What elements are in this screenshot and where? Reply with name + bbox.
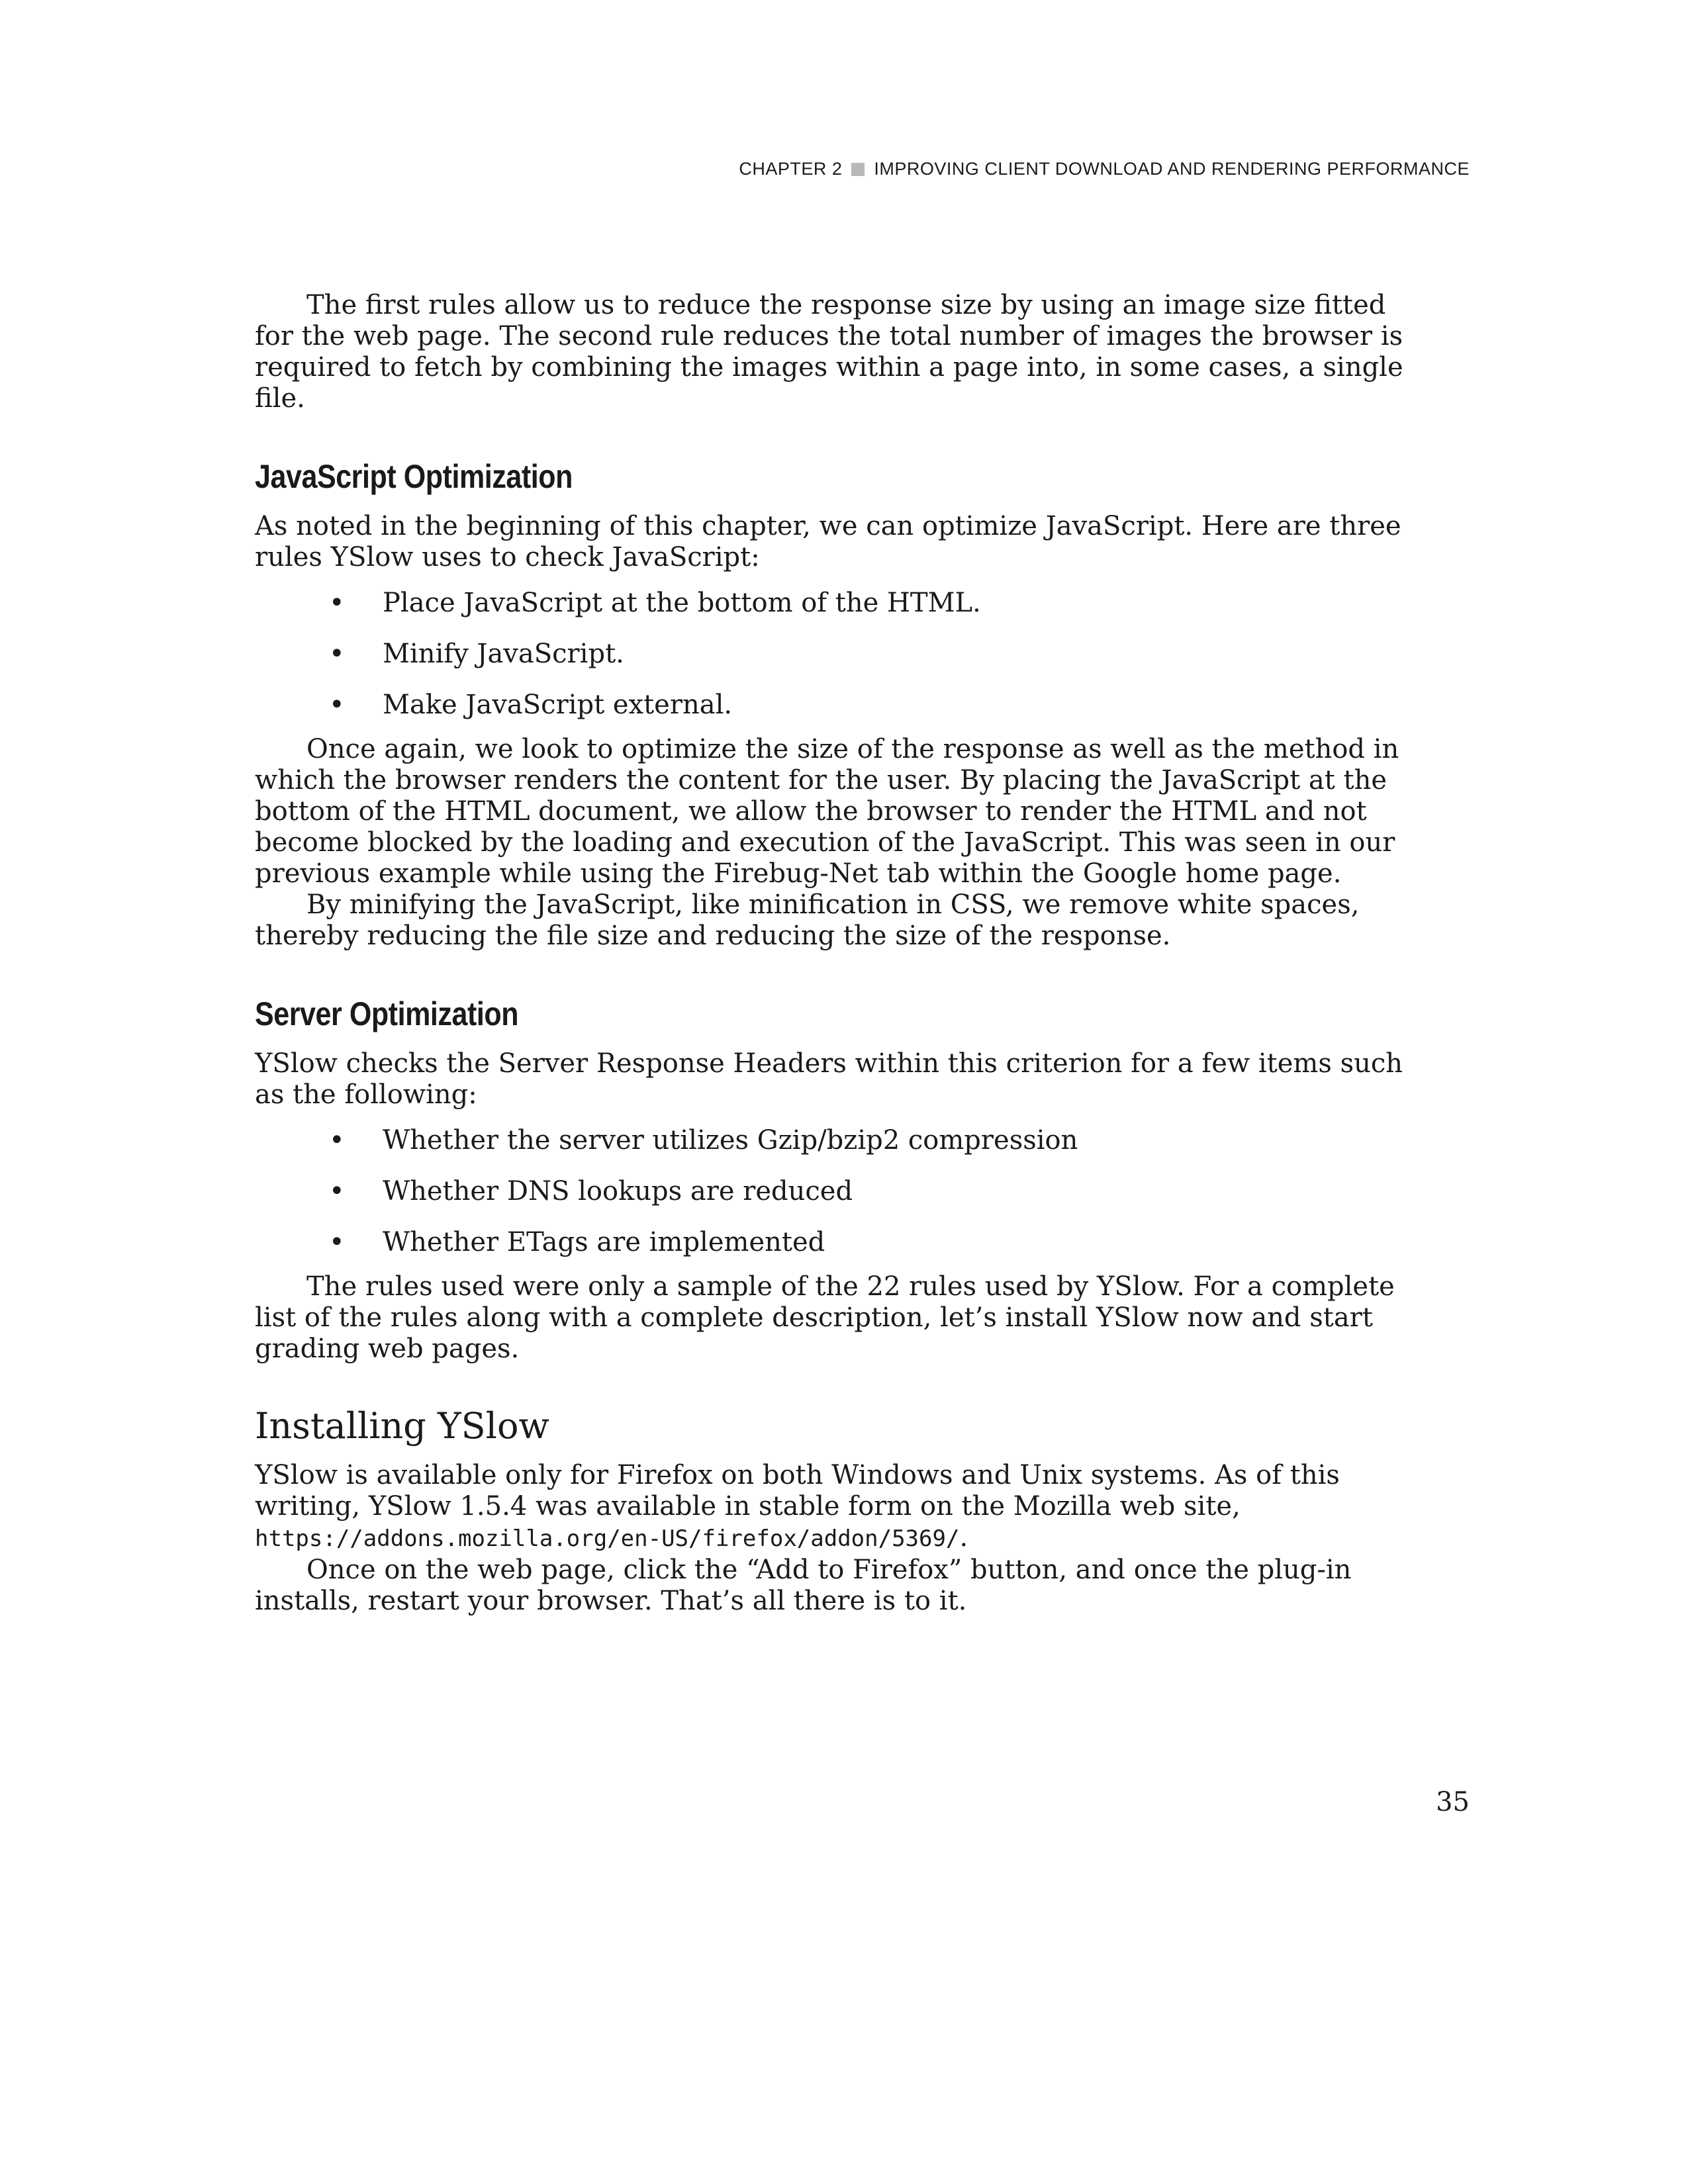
chapter-label: CHAPTER 2	[739, 159, 843, 179]
bullet-glyph: •	[329, 1125, 345, 1156]
chapter-title: IMPROVING CLIENT DOWNLOAD AND RENDERING PERFORMANCE	[874, 159, 1470, 179]
list-item-text: Place JavaScript at the bottom of the HTML.	[383, 588, 981, 618]
header-separator-square	[851, 163, 865, 176]
install-lead-text: YSlow is available only for Firefox on both Windows and Unix systems. As of this writing, YSlow 1.5.4 was available in stable form on the Mozilla web site,	[255, 1460, 1340, 1522]
url-trailing-period: .	[959, 1522, 968, 1553]
list-item-text: Minify JavaScript.	[383, 639, 624, 669]
install-paragraph-2: Once on the web page, click the “Add to Firefox” button, and once the plug-in installs, restart your browser. That’s all there is to it.	[255, 1555, 1352, 1616]
bullet-glyph: •	[329, 588, 345, 618]
javascript-rules-list	[255, 588, 1427, 721]
list-item	[255, 1227, 1427, 1258]
page-number: 35	[1436, 1787, 1470, 1817]
javascript-paragraph-2: By minifying the JavaScript, like minification in CSS, we remove white spaces, thereby reducing the file size and reducing the size of the response.	[255, 889, 1360, 951]
list-item	[255, 588, 1427, 619]
list-item	[255, 639, 1427, 670]
installing-yslow-heading: Installing YSlow	[255, 1405, 549, 1447]
list-item-text: Whether DNS lookups are reduced	[383, 1176, 853, 1206]
install-lead-paragraph	[255, 1460, 1427, 1555]
server-paragraph-1: The rules used were only a sample of the 22 rules used by YSlow. For a complete list of the rules along with a complete description, let’s install YSlow now and start grading web pages.	[255, 1271, 1395, 1364]
server-rules-list	[255, 1125, 1427, 1258]
running-header	[739, 159, 1470, 179]
server-optimization-heading: Server Optimization	[255, 995, 519, 1032]
page-body	[255, 290, 1427, 1617]
list-item	[255, 1125, 1427, 1156]
list-item-text: Make JavaScript external.	[383, 690, 733, 720]
bullet-glyph: •	[329, 1176, 345, 1206]
bullet-glyph: •	[329, 1227, 345, 1257]
javascript-lead-paragraph: As noted in the beginning of this chapter, we can optimize JavaScript. Here are three rules YSlow uses to check JavaScript:	[255, 511, 1401, 572]
list-item-text: Whether ETags are implemented	[383, 1227, 825, 1257]
bullet-glyph: •	[329, 639, 345, 669]
bullet-glyph: •	[329, 690, 345, 720]
javascript-optimization-heading: JavaScript Optimization	[255, 458, 573, 495]
intro-paragraph: The first rules allow us to reduce the response size by using an image size fitted for the web page. The second rule reduces the total number of images the browser is required to fetch by combining the images within a page into, in some cases, a single file.	[255, 290, 1403, 414]
list-item-text: Whether the server utilizes Gzip/bzip2 compression	[383, 1125, 1078, 1156]
server-lead-paragraph: YSlow checks the Server Response Headers within this criterion for a few items such as the following:	[255, 1048, 1403, 1110]
list-item	[255, 1176, 1427, 1207]
list-item	[255, 690, 1427, 721]
yslow-addon-url[interactable]: https://addons.mozilla.org/en-US/firefox/addon/5369/	[255, 1525, 960, 1552]
javascript-paragraph-1: Once again, we look to optimize the size of the response as well as the method in which the browser renders the content for the user. By placing the JavaScript at the bottom of the HTML document, we allow the browser to render the HTML and not become blocked by the loading and execution of the JavaScript. This was seen in our previous example while using the Firebug-Net tab within the Google home page.	[255, 734, 1399, 889]
